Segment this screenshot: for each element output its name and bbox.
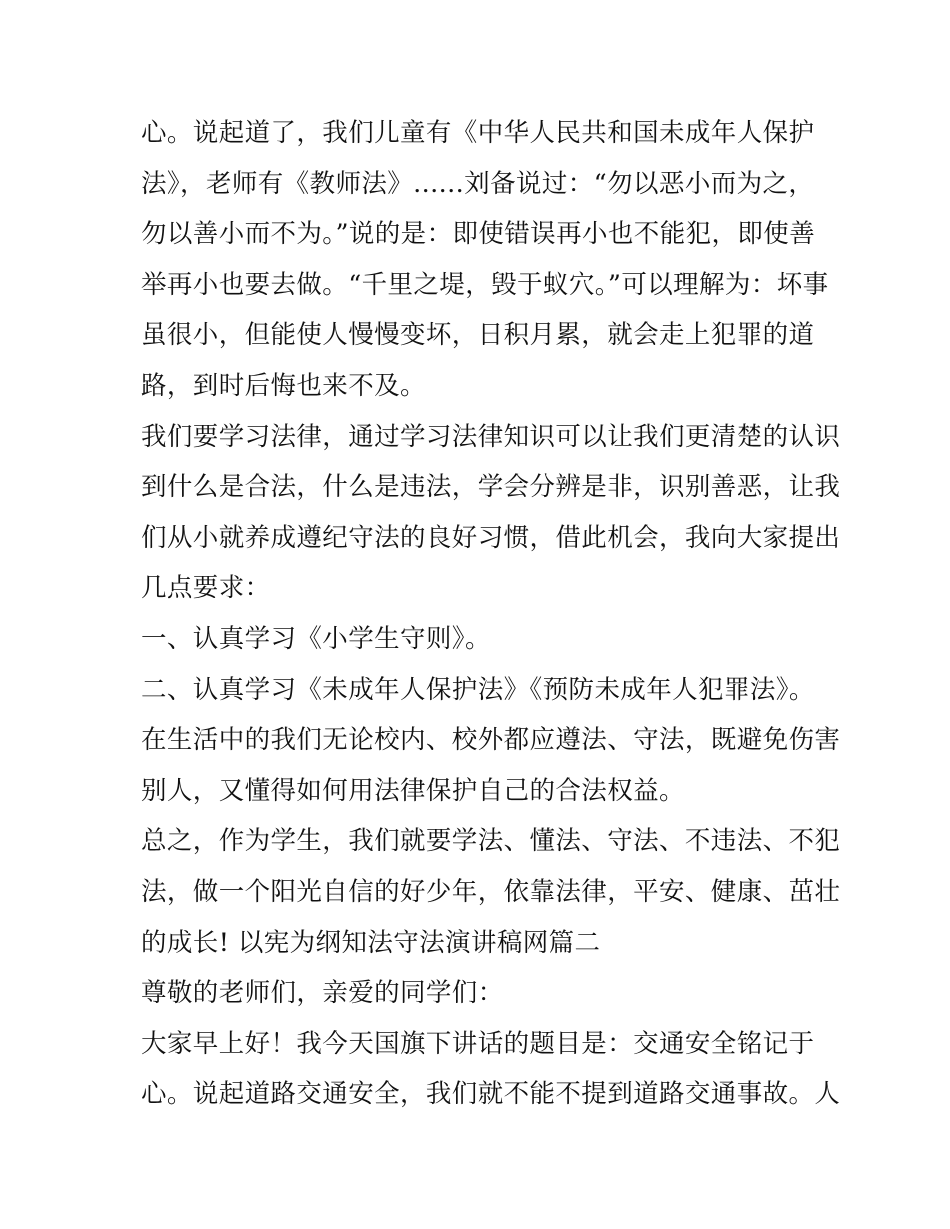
text-line: 路，到时后悔也来不及。 xyxy=(141,370,426,401)
text-line: 举再小也要去做。“千里之堤，毁于蚁穴。”可以理解为：坏事 xyxy=(141,269,829,300)
text-line: 总之，作为学生，我们就要学法、懂法、守法、不违法、不犯 xyxy=(141,826,841,857)
text-line: 勿以善小而不为。”说的是：即使错误再小也不能犯，即使善 xyxy=(141,219,816,250)
text-line: 一、认真学习《小学生守则》。 xyxy=(141,623,491,654)
text-line: 虽很小，但能使人慢慢变坏，日积月累，就会走上犯罪的道 xyxy=(141,320,815,351)
text-line: 尊敬的老师们，亲爱的同学们： xyxy=(141,978,504,1009)
text-line: 法》，老师有《教师法》......刘备说过：“勿以恶小而为之， xyxy=(141,168,815,199)
text-line: 法，做一个阳光自信的好少年，依靠法律，平安、健康、茁壮 xyxy=(141,876,841,907)
document-body-text xyxy=(141,108,841,1120)
text-line: 的成长! 以宪为纲知法守法演讲稿网篇二 xyxy=(141,927,601,958)
text-line: 心。说起道路交通安全，我们就不能不提到道路交通事故。人 xyxy=(141,1079,841,1110)
text-line: 我们要学习法律，通过学习法律知识可以让我们更清楚的认识 xyxy=(141,421,841,452)
text-line: 几点要求： xyxy=(141,573,271,604)
text-line: 到什么是合法，什么是违法，学会分辨是非，识别善恶，让我 xyxy=(141,472,841,503)
text-line: 在生活中的我们无论校内、校外都应遵法、守法，既避免伤害 xyxy=(141,725,841,756)
text-line: 们从小就养成遵纪守法的良好习惯，借此机会，我向大家提出 xyxy=(141,522,841,553)
text-line: 二、认真学习《未成年人保护法》《预防未成年人犯罪法》。 xyxy=(141,674,815,705)
text-line: 心。说起道了，我们儿童有《中华人民共和国未成年人保护 xyxy=(141,118,815,148)
text-line: 别人，又懂得如何用法律保护自己的合法权益。 xyxy=(141,775,685,806)
text-line: 大家早上好！我今天国旗下讲话的题目是：交通安全铭记于 xyxy=(141,1028,815,1059)
